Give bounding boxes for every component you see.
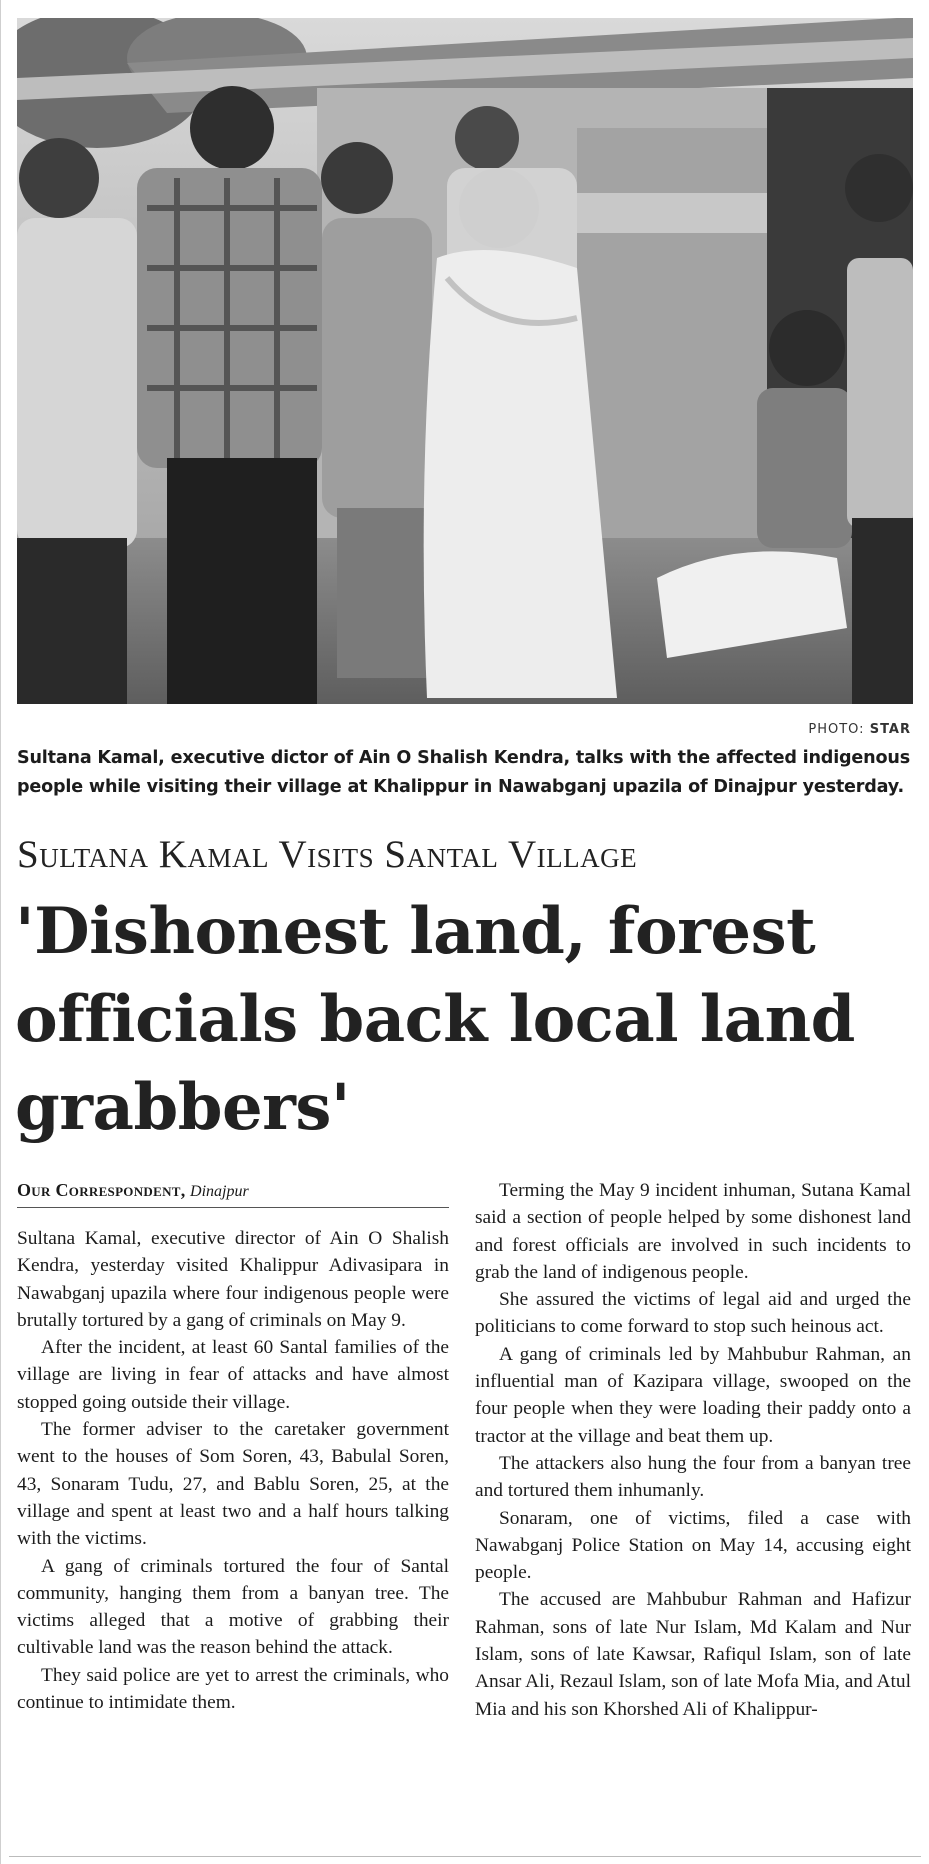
photo-caption: Sultana Kamal, executive dictor of Ain O Shalish Kendra, talks with the affected indigenous people while visiting their village at Khalippur in Nawabganj upazila of Dinajpur yesterday.: [17, 748, 910, 797]
photo-credit-prefix: PHOTO:: [808, 722, 870, 737]
byline: [17, 1180, 449, 1208]
paragraph: The accused are Mahbubur Rahman and Hafizur Rahman, sons of late Nur Islam, Md Kalam and Nur Islam, sons of late Kawsar, Rafiqul Islam, son of late Ansar Ali, Rezaul Islam, son of late Mofa Mia, and Atul Mia and his son Khorshed Ali of Khalippur-: [475, 1589, 911, 1720]
paragraph: The former adviser to the caretaker government went to the houses of Som Soren, 43, Babulal Soren, 43, Sonaram Tudu, 27, and Bablu Soren, 25, at the village and spent at least two and a half hours talking with the victims.: [17, 1419, 449, 1550]
paragraph: After the incident, at least 60 Santal families of the village are living in fear of attacks and have almost stopped going outside their village.: [17, 1337, 449, 1413]
article-headline: 'Dishonest land, forest officials back local land grabbers': [15, 894, 855, 1145]
article-column-2: [475, 1177, 911, 1723]
paragraph: Terming the May 9 incident inhuman, Sutana Kamal said a section of people helped by some dishonest land and forest officials are involved in such incidents to grab the land of indigenous people.: [475, 1180, 911, 1283]
article-column-1: [17, 1225, 449, 1716]
photo-credit-source: STAR: [869, 722, 911, 737]
paragraph: A gang of criminals led by Mahbubur Rahman, an influential man of Kazipara village, swooped on the four people when they were loading their paddy onto a tractor at the village and beat them up.: [475, 1343, 911, 1447]
news-photo: [17, 18, 913, 704]
photo-illustration: [17, 18, 913, 704]
article-kicker: Sultana Kamal Visits Santal Village: [17, 833, 638, 876]
photo-credit: [808, 722, 911, 737]
paragraph: Sonaram, one of victims, filed a case with Nawabganj Police Station on May 14, accusing eight people.: [475, 1507, 911, 1584]
byline-place: Dinajpur: [190, 1183, 249, 1200]
paragraph: She assured the victims of legal aid and urged the politicians to come forward to stop such heinous act.: [475, 1289, 911, 1338]
paragraph: A gang of criminals tortured the four of Santal community, hanging them from a banyan tree. The victims alleged that a motive of grabbing their cultivable land was the reason behind the attack.: [17, 1555, 449, 1659]
paragraph: The attackers also hung the four from a banyan tree and tortured them inhumanly.: [475, 1452, 911, 1502]
paragraph: Sultana Kamal, executive director of Ain O Shalish Kendra, yesterday visited Khalippur Adivasipara in Nawabganj upazila where four indigenous people were brutally tortured by a gang of criminals on May 9.: [17, 1228, 449, 1331]
bottom-rule: [9, 1856, 921, 1857]
byline-label: Our Correspondent,: [17, 1180, 186, 1200]
paragraph: They said police are yet to arrest the criminals, who continue to intimidate them.: [17, 1664, 449, 1714]
